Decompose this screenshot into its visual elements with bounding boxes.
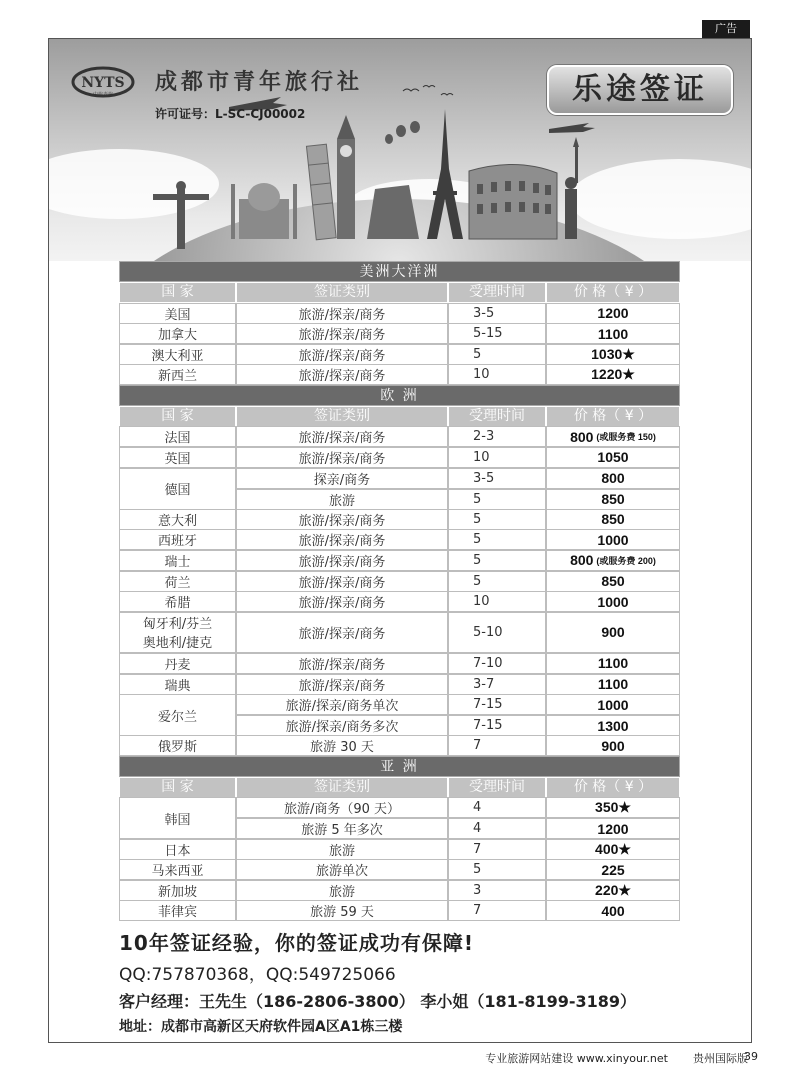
- country-cell: 新西兰: [119, 364, 236, 385]
- page-footer: [0, 1047, 800, 1067]
- processing-time-cell: 3-7: [448, 674, 546, 695]
- agency-logo: [71, 65, 135, 99]
- processing-time-cell: 7: [448, 735, 546, 756]
- column-header: 受理时间: [448, 406, 546, 427]
- processing-time-cell: 5: [448, 509, 546, 530]
- column-headers: [119, 777, 680, 798]
- column-header: 价 格（ ¥ ）: [546, 777, 680, 798]
- country-cell: 英国: [119, 447, 236, 468]
- price-cell: 1200: [546, 303, 680, 324]
- visa-type-cell: 旅游 59 天: [236, 900, 448, 921]
- country-cell: 瑞典: [119, 674, 236, 695]
- table-row: [119, 303, 680, 324]
- processing-time-cell: 7-15: [448, 694, 546, 715]
- visa-type-cell: 旅游/探亲/商务: [236, 447, 448, 468]
- price-cell: 350★: [546, 797, 680, 818]
- price-cell: 1000: [546, 591, 680, 612]
- price-cell: 850: [546, 489, 680, 510]
- country-cell: 日本: [119, 839, 236, 860]
- table-row: [119, 694, 680, 735]
- country-name: 匈牙利/芬兰: [142, 617, 213, 633]
- processing-time-cell: 3-5: [448, 468, 546, 489]
- visa-type-cell: 旅游/探亲/商务: [236, 612, 448, 653]
- visa-type-cell: 旅游 30 天: [236, 735, 448, 756]
- price-cell: 400★: [546, 839, 680, 860]
- processing-time-cell: 3-5: [448, 303, 546, 324]
- brand-title: 乐途签证: [547, 65, 733, 115]
- visa-type-cell: 旅游 5 年多次: [236, 818, 448, 839]
- processing-time-cell: 10: [448, 447, 546, 468]
- table-row: [119, 653, 680, 674]
- country-cell: 德国: [119, 468, 236, 510]
- price-cell: 900: [546, 612, 680, 653]
- table-row: [119, 447, 680, 468]
- column-header: 价 格（ ¥ ）: [546, 406, 680, 427]
- price-cell: 1050: [546, 447, 680, 468]
- country-cell: 西班牙: [119, 529, 236, 550]
- price-cell: 850: [546, 571, 680, 592]
- processing-time-cell: 5: [448, 571, 546, 592]
- country-cell: 美国: [119, 303, 236, 324]
- country-cell: 澳大利亚: [119, 344, 236, 365]
- column-header: 受理时间: [448, 282, 546, 303]
- visa-type-cell: 旅游/探亲/商务: [236, 674, 448, 695]
- country-name: 奥地利/捷克: [142, 636, 213, 652]
- table-row: [119, 550, 680, 571]
- processing-time-cell: 3: [448, 880, 546, 901]
- svg-text:NYTS: NYTS: [81, 75, 125, 91]
- svg-text:中旅青旅: 中旅青旅: [92, 92, 114, 98]
- processing-time-cell: 5: [448, 550, 546, 571]
- price-cell: 1030★: [546, 344, 680, 365]
- table-row: [119, 571, 680, 592]
- price-cell: 1100: [546, 653, 680, 674]
- price-cell: 400: [546, 900, 680, 921]
- table-row: [119, 344, 680, 365]
- column-header: 签证类别: [236, 406, 448, 427]
- price-cell: 850: [546, 509, 680, 530]
- section-title: 亚 洲: [119, 756, 680, 777]
- visa-type-cell: 旅游单次: [236, 859, 448, 880]
- table-row: [119, 839, 680, 860]
- footer-edition: 贵州国际版: [693, 1052, 748, 1065]
- visa-type-cell: 旅游/探亲/商务: [236, 509, 448, 530]
- visa-type-cell: 旅游: [236, 489, 448, 510]
- table-row: [119, 323, 680, 344]
- section-title: 欧 洲: [119, 385, 680, 406]
- price-cell: 1300: [546, 715, 680, 736]
- processing-time-cell: 4: [448, 818, 546, 839]
- country-cell: 丹麦: [119, 653, 236, 674]
- country-cell: 荷兰: [119, 571, 236, 592]
- price-cell: 220★: [546, 880, 680, 901]
- country-cell: 马来西亚: [119, 859, 236, 880]
- processing-time-cell: 10: [448, 364, 546, 385]
- processing-time-cell: 7: [448, 900, 546, 921]
- processing-time-cell: 7-10: [448, 653, 546, 674]
- processing-time-cell: 10: [448, 591, 546, 612]
- table-row: [119, 797, 680, 838]
- table-row: [119, 468, 680, 509]
- country-cell: 新加坡: [119, 880, 236, 901]
- visa-type-cell: 旅游/探亲/商务: [236, 529, 448, 550]
- ad-label: 广告: [702, 20, 750, 38]
- column-header: 签证类别: [236, 777, 448, 798]
- price-cell: 1100: [546, 323, 680, 344]
- table-row: [119, 900, 680, 921]
- visa-type-cell: 旅游: [236, 839, 448, 860]
- table-row: [119, 859, 680, 880]
- column-header: 国 家: [119, 406, 236, 427]
- country-cell: 意大利: [119, 509, 236, 530]
- processing-time-cell: 5-15: [448, 323, 546, 344]
- country-cell: 希腊: [119, 591, 236, 612]
- column-headers: [119, 282, 680, 303]
- processing-time-cell: 7-15: [448, 715, 546, 736]
- price-value: 800: [570, 428, 594, 445]
- visa-type-cell: 探亲/商务: [236, 468, 448, 489]
- price-cell: 1100: [546, 674, 680, 695]
- advert-frame: [48, 38, 752, 1043]
- price-cell: 1000: [546, 694, 680, 715]
- section-title: 美洲大洋洲: [119, 261, 680, 282]
- qq-contacts: QQ:757870368，QQ:549725066: [119, 965, 396, 985]
- processing-time-cell: 7: [448, 839, 546, 860]
- visa-type-cell: 旅游/商务（90 天）: [236, 797, 448, 818]
- visa-type-cell: 旅游/探亲/商务: [236, 591, 448, 612]
- page-number: 39: [744, 1050, 758, 1063]
- country-cell: 韩国: [119, 797, 236, 839]
- table-row: [119, 591, 680, 612]
- slogan: 10年签证经验，你的签证成功有保障!: [119, 931, 474, 955]
- visa-type-cell: 旅游/探亲/商务: [236, 571, 448, 592]
- country-cell: 俄罗斯: [119, 735, 236, 756]
- table-row: [119, 509, 680, 530]
- price-cell: 800: [546, 468, 680, 489]
- visa-type-cell: 旅游/探亲/商务: [236, 653, 448, 674]
- country-cell: 菲律宾: [119, 900, 236, 921]
- table-row: [119, 612, 680, 653]
- country-cell: 瑞士: [119, 550, 236, 571]
- account-managers: 客户经理：王先生（186-2806-3800） 李小姐（181-8199-3189）: [119, 992, 637, 1011]
- country-cell: 加拿大: [119, 323, 236, 344]
- table-row: [119, 426, 680, 447]
- price-cell: 1000: [546, 529, 680, 550]
- price-cell: 225: [546, 859, 680, 880]
- table-row: [119, 529, 680, 550]
- processing-time-cell: 5: [448, 489, 546, 510]
- agency-name: 成都市青年旅行社: [155, 69, 364, 95]
- column-header: 签证类别: [236, 282, 448, 303]
- visa-type-cell: 旅游/探亲/商务: [236, 364, 448, 385]
- table-row: [119, 880, 680, 901]
- processing-time-cell: 2-3: [448, 426, 546, 447]
- price-cell: 900: [546, 735, 680, 756]
- processing-time-cell: 5: [448, 344, 546, 365]
- visa-type-cell: 旅游/探亲/商务多次: [236, 715, 448, 736]
- visa-type-cell: 旅游: [236, 880, 448, 901]
- footer-site: 专业旅游网站建设 www.xinyour.net: [485, 1052, 668, 1065]
- table-row: [119, 674, 680, 695]
- price-note: (或服务费 200): [596, 555, 656, 566]
- country-cell: [119, 612, 236, 653]
- processing-time-cell: 5: [448, 859, 546, 880]
- visa-type-cell: 旅游/探亲/商务: [236, 550, 448, 571]
- visa-type-cell: 旅游/探亲/商务: [236, 323, 448, 344]
- column-header: 受理时间: [448, 777, 546, 798]
- country-cell: 爱尔兰: [119, 694, 236, 736]
- table-row: [119, 735, 680, 756]
- license-number: 许可证号：L-SC-CJ00002: [155, 107, 306, 121]
- visa-type-cell: 旅游/探亲/商务: [236, 344, 448, 365]
- visa-type-cell: 旅游/探亲/商务: [236, 303, 448, 324]
- table-row: [119, 364, 680, 385]
- processing-time-cell: 5: [448, 529, 546, 550]
- country-cell: 法国: [119, 426, 236, 447]
- processing-time-cell: 5-10: [448, 612, 546, 653]
- column-header: 价 格（ ¥ ）: [546, 282, 680, 303]
- visa-type-cell: 旅游/探亲/商务单次: [236, 694, 448, 715]
- price-cell: 1220★: [546, 364, 680, 385]
- price-value: 800: [570, 552, 594, 569]
- column-header: 国 家: [119, 282, 236, 303]
- column-header: 国 家: [119, 777, 236, 798]
- visa-price-tables: [119, 261, 680, 921]
- banner: [49, 39, 752, 261]
- visa-type-cell: 旅游/探亲/商务: [236, 426, 448, 447]
- price-cell: [546, 550, 680, 571]
- price-cell: 1200: [546, 818, 680, 839]
- processing-time-cell: 4: [448, 797, 546, 818]
- price-note: (或服务费 150): [596, 432, 656, 443]
- column-headers: [119, 406, 680, 427]
- address: 地址：成都市高新区天府软件园A区A1栋三楼: [119, 1019, 403, 1035]
- price-cell: [546, 426, 680, 447]
- contact-block: [119, 927, 739, 1036]
